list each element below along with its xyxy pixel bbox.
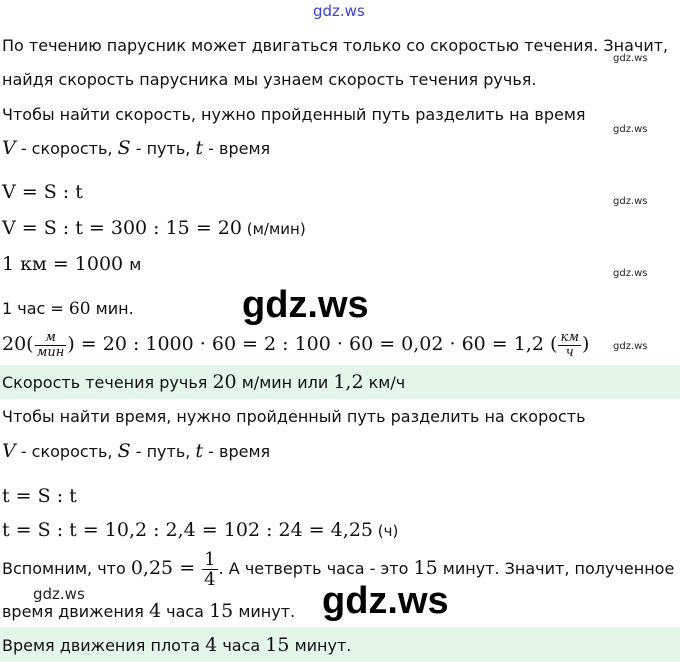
conversion-line	[2, 253, 141, 276]
formula: t = S : t = 10,2 : 2,4 = 102 : 24 = 4,25	[2, 519, 373, 541]
answer-line	[2, 371, 405, 394]
numerator: м	[45, 330, 56, 345]
formula-line	[2, 519, 398, 542]
watermark-small: gdz.ws	[613, 341, 648, 352]
text-fragment: Вспомним, что	[2, 559, 131, 578]
text-fragment: часа	[217, 636, 266, 655]
text-fragment: Скорость течения ручья	[2, 373, 213, 392]
denominator: 4	[204, 569, 216, 590]
formula-line	[2, 217, 306, 240]
formula: V = S : t	[2, 181, 83, 203]
text-fragment: мин.	[90, 299, 134, 318]
paragraph-line: найдя скорость парусника мы узнаем скорость течения ручья.	[2, 70, 537, 89]
number: 4	[205, 634, 218, 656]
number: 60	[68, 299, 91, 319]
hour-line	[2, 298, 134, 320]
numerator: 1	[204, 549, 216, 570]
watermark-big: gdz.ws	[322, 580, 449, 622]
watermark-top: gdz.ws	[313, 2, 365, 20]
var-s: S	[117, 137, 131, 159]
legend-line	[2, 440, 270, 463]
formula-part: 20(	[2, 333, 34, 355]
number: 15	[265, 634, 290, 656]
text-fragment: 1 час =	[2, 299, 69, 318]
legend-text: - скорость,	[15, 442, 118, 461]
text-fragment: минут.	[289, 636, 352, 655]
var-t: t	[195, 440, 204, 462]
text-fragment: Время движения плота	[2, 636, 206, 655]
var-t: t	[195, 137, 204, 159]
text-fragment: минут. Значит, полученное	[437, 559, 675, 578]
denominator: мин	[36, 345, 65, 360]
text-fragment: км/ч	[363, 373, 406, 392]
var-v: V	[2, 440, 16, 462]
text-fragment: м/мин или	[236, 373, 334, 392]
legend-text: - скорость,	[15, 139, 118, 158]
unit: (ч)	[373, 522, 399, 540]
number: 1,2	[333, 371, 364, 393]
number: 4	[148, 600, 162, 622]
watermark-small: gdz.ws	[613, 268, 648, 279]
watermark-big: gdz.ws	[242, 284, 369, 326]
legend-text: - путь,	[130, 139, 196, 158]
watermark-small: gdz.ws	[33, 585, 85, 603]
km-eq: = 1000	[46, 253, 130, 275]
recall-line-2	[2, 600, 295, 623]
paragraph-line: Чтобы найти время, нужно пройденный путь разделить на скорость	[2, 407, 586, 426]
var-v: V	[2, 137, 16, 159]
paragraph-line: Чтобы найти скорость, нужно пройденный путь разделить на время	[2, 105, 586, 124]
formula: V = S : t = 300 : 15 = 20	[2, 217, 242, 239]
number: 15	[209, 600, 234, 622]
var-s: S	[117, 440, 131, 462]
watermark-small: gdz.ws	[613, 196, 648, 207]
text-fragment: часа	[161, 602, 210, 621]
formula-part: ) = 20 : 1000 · 60 = 2 : 100 · 60 = 0,02 · 60 = 1,2 (	[67, 333, 558, 355]
text-fragment: . А четверть часа - это	[218, 559, 414, 578]
fraction	[202, 550, 217, 589]
legend-text: - путь,	[130, 442, 196, 461]
denominator: ч	[558, 345, 581, 360]
fraction	[558, 331, 581, 360]
legend-text: - время	[203, 139, 271, 158]
watermark-small: gdz.ws	[613, 53, 648, 64]
km-lhs: 1 км	[2, 253, 47, 275]
formula-part: )	[581, 333, 590, 355]
answer-line	[2, 634, 351, 657]
text-fragment: время движения	[2, 602, 149, 621]
unit: (м/мин)	[241, 220, 306, 238]
numerator: км	[560, 330, 579, 345]
paragraph-line: По течению парусник может двигаться только со скоростью течения. Значит,	[2, 36, 669, 55]
formula: t = S : t	[2, 485, 77, 507]
legend-line	[2, 137, 270, 160]
unit: м	[129, 255, 142, 274]
conversion-formula	[2, 324, 589, 365]
fraction	[35, 331, 67, 360]
text-fragment: минут.	[233, 602, 296, 621]
legend-text: - время	[203, 442, 271, 461]
number: 20	[212, 371, 237, 393]
watermark-small: gdz.ws	[613, 124, 648, 135]
formula-part: 0,25 =	[130, 557, 202, 579]
number: 15	[413, 557, 438, 579]
